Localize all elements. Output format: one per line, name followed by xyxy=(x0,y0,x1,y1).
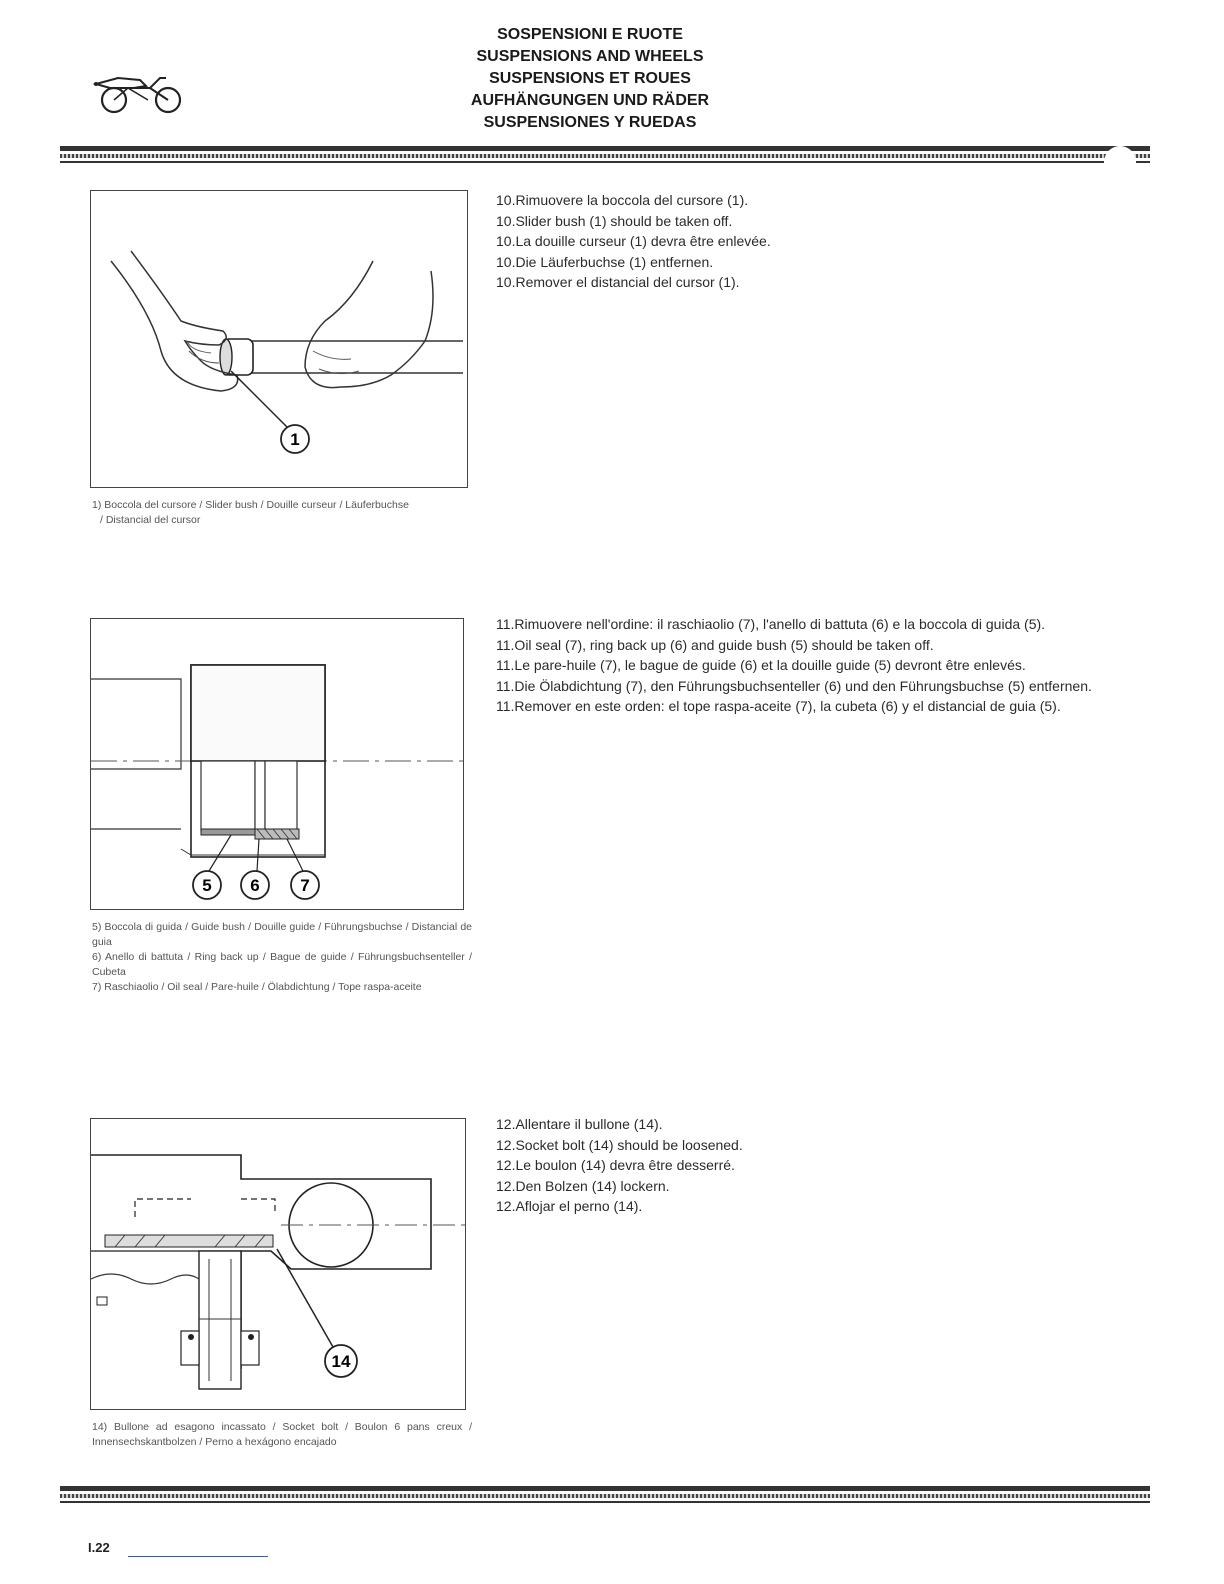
footer-rule-hatch xyxy=(60,1494,1150,1498)
step-en: 11.Oil seal (7), ring back up (6) and guide bush (5) should be taken off. xyxy=(496,636,934,653)
step-es: 10.Remover el distancial del cursor (1). xyxy=(496,274,740,290)
page-tab xyxy=(1104,146,1136,174)
step-es: 11.Remover en este orden: el tope raspa-aceite (7), la cubeta (6) y el distancial de guia (5). xyxy=(496,698,1061,714)
caption-line: 14) Bullone ad esagono incassato / Socket bolt / Boulon 6 pans creux / Innensechskantbolzen / Perno a hexágono encajado xyxy=(92,1421,472,1448)
step-es: 12.Aflojar el perno (14). xyxy=(496,1198,643,1214)
title-de: AUFHÄNGUNGEN UND RÄDER xyxy=(470,92,710,109)
steps-section-3 xyxy=(496,1114,1096,1217)
caption-line: 5) Boccola di guida / Guide bush / Douille guide / Führungsbuchse / Distancial de guia xyxy=(92,921,472,948)
step-de: 12.Den Bolzen (14) lockern. xyxy=(496,1177,670,1194)
step-it: 11.Rimuovere nell'ordine: il raschiaolio (7), l'anello di battuta (6) e la boccola di guida (5). xyxy=(496,616,1046,632)
step-fr: 10.La douille curseur (1) devra être enlevée. xyxy=(496,233,771,249)
step-fr: 12.Le boulon (14) devra être desserré. xyxy=(496,1157,735,1173)
title-fr: SUSPENSIONS ET ROUES xyxy=(489,70,691,87)
footer-rule xyxy=(60,1486,1150,1491)
steps-section-1 xyxy=(496,190,1096,293)
caption-line: 7) Raschiaolio / Oil seal / Pare-huile / Ölabdichtung / Tope raspa-aceite xyxy=(92,981,422,993)
caption-section-1 xyxy=(92,498,472,528)
callout-1: 1 xyxy=(290,430,300,449)
callout-5: 5 xyxy=(202,876,212,895)
page-number: I.22 xyxy=(88,1540,110,1555)
callout-6: 6 xyxy=(250,876,260,895)
header-rule xyxy=(60,146,1150,151)
step-de: 10.Die Läuferbuchse (1) entfernen. xyxy=(496,253,714,270)
figure-socket-bolt xyxy=(90,1118,466,1410)
title-es: SUSPENSIONES Y RUEDAS xyxy=(483,114,697,131)
figure-slider-bush xyxy=(90,190,468,488)
step-en: 10.Slider bush (1) should be taken off. xyxy=(496,212,733,229)
caption-section-2 xyxy=(92,920,472,995)
step-fr: 11.Le pare-huile (7), le bague de guide (6) et la douille guide (5) devront être enlevés. xyxy=(496,657,1026,673)
caption-line: 1) Boccola del cursore / Slider bush / Douille curseur / Läuferbuchse xyxy=(92,499,409,511)
caption-line: 6) Anello di battuta / Ring back up / Bague de guide / Führungsbuchsenteller / Cubeta xyxy=(92,951,472,978)
page-title xyxy=(400,24,780,134)
callout-7: 7 xyxy=(300,876,310,895)
footer-rule-thin xyxy=(60,1501,1150,1503)
caption-section-3 xyxy=(92,1420,472,1450)
step-it: 12.Allentare il bullone (14). xyxy=(496,1116,663,1132)
header-rule-hatch xyxy=(60,154,1150,158)
steps-section-2 xyxy=(496,614,1096,717)
caption-line: / Distancial del cursor xyxy=(100,514,201,526)
step-de: 11.Die Ölabdichtung (7), den Führungsbuchsenteller (6) und den Führungsbuchse (5) entfernen. xyxy=(496,677,1092,694)
header-rule-thin xyxy=(60,161,1150,163)
step-en: 12.Socket bolt (14) should be loosened. xyxy=(496,1136,743,1153)
page-number-underline xyxy=(128,1556,268,1557)
callout-14: 14 xyxy=(331,1352,351,1371)
title-it: SOSPENSIONI E RUOTE xyxy=(497,26,683,43)
figure-guide-bush xyxy=(90,618,464,910)
motorcycle-icon xyxy=(88,72,188,114)
title-en: SUSPENSIONS AND WHEELS xyxy=(476,48,704,65)
step-it: 10.Rimuovere la boccola del cursore (1). xyxy=(496,192,749,208)
